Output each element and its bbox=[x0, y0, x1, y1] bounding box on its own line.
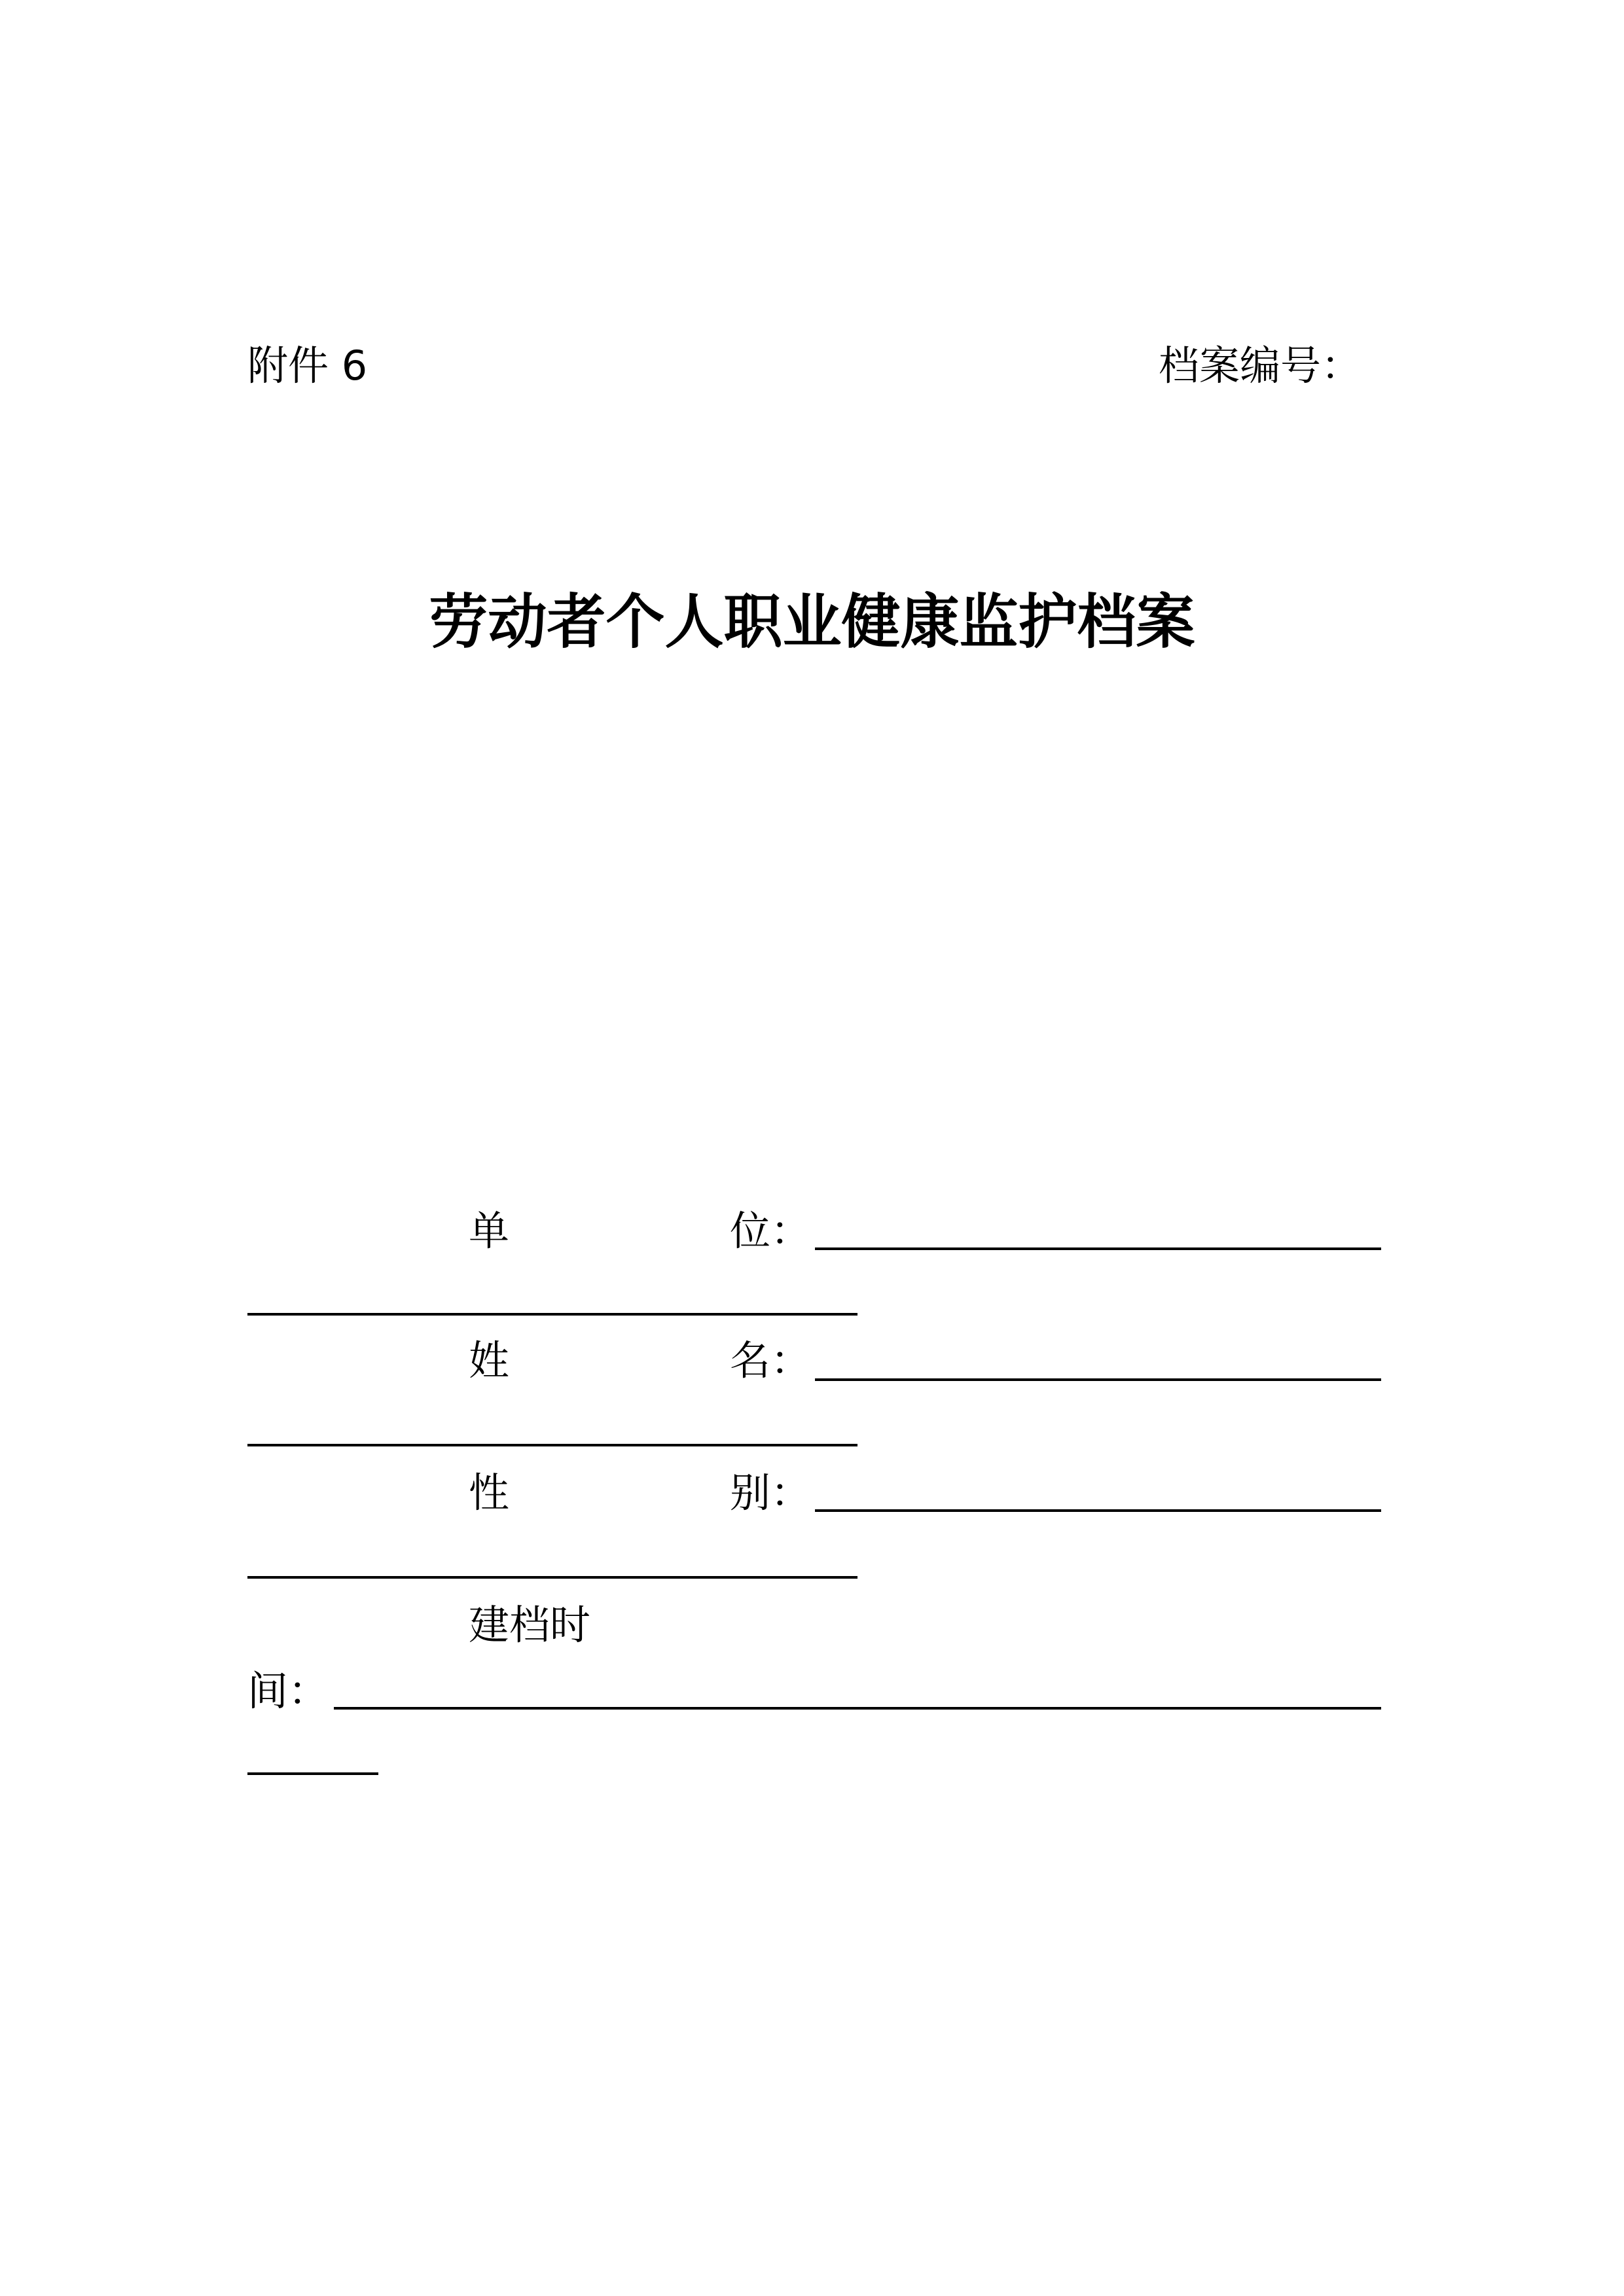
unit-input-line-continued[interactable] bbox=[247, 1313, 857, 1316]
name-input-line[interactable] bbox=[815, 1378, 1381, 1381]
date-label-second-line: 间： bbox=[247, 1667, 329, 1715]
name-label-second-char: 名： bbox=[730, 1336, 812, 1384]
gender-label-first-char: 性 bbox=[469, 1469, 510, 1516]
unit-input-line[interactable] bbox=[815, 1247, 1381, 1250]
archive-number-label: 档案编号： bbox=[1159, 342, 1362, 389]
gender-label-second-char: 别： bbox=[730, 1469, 812, 1516]
gender-input-line-continued[interactable] bbox=[247, 1576, 857, 1579]
date-input-line[interactable] bbox=[334, 1707, 1381, 1710]
attachment-label: 附件 6 bbox=[247, 342, 368, 389]
name-input-line-continued[interactable] bbox=[247, 1444, 857, 1446]
date-label-first-line: 建档时 bbox=[469, 1601, 591, 1649]
gender-input-line[interactable] bbox=[815, 1509, 1381, 1512]
date-input-line-continued[interactable] bbox=[247, 1772, 378, 1775]
name-label-first-char: 姓 bbox=[469, 1336, 510, 1384]
document-title: 劳动者个人职业健康监护档案 bbox=[429, 587, 1195, 656]
unit-label-first-char: 单 bbox=[469, 1207, 510, 1255]
unit-label-second-char: 位： bbox=[730, 1207, 812, 1255]
